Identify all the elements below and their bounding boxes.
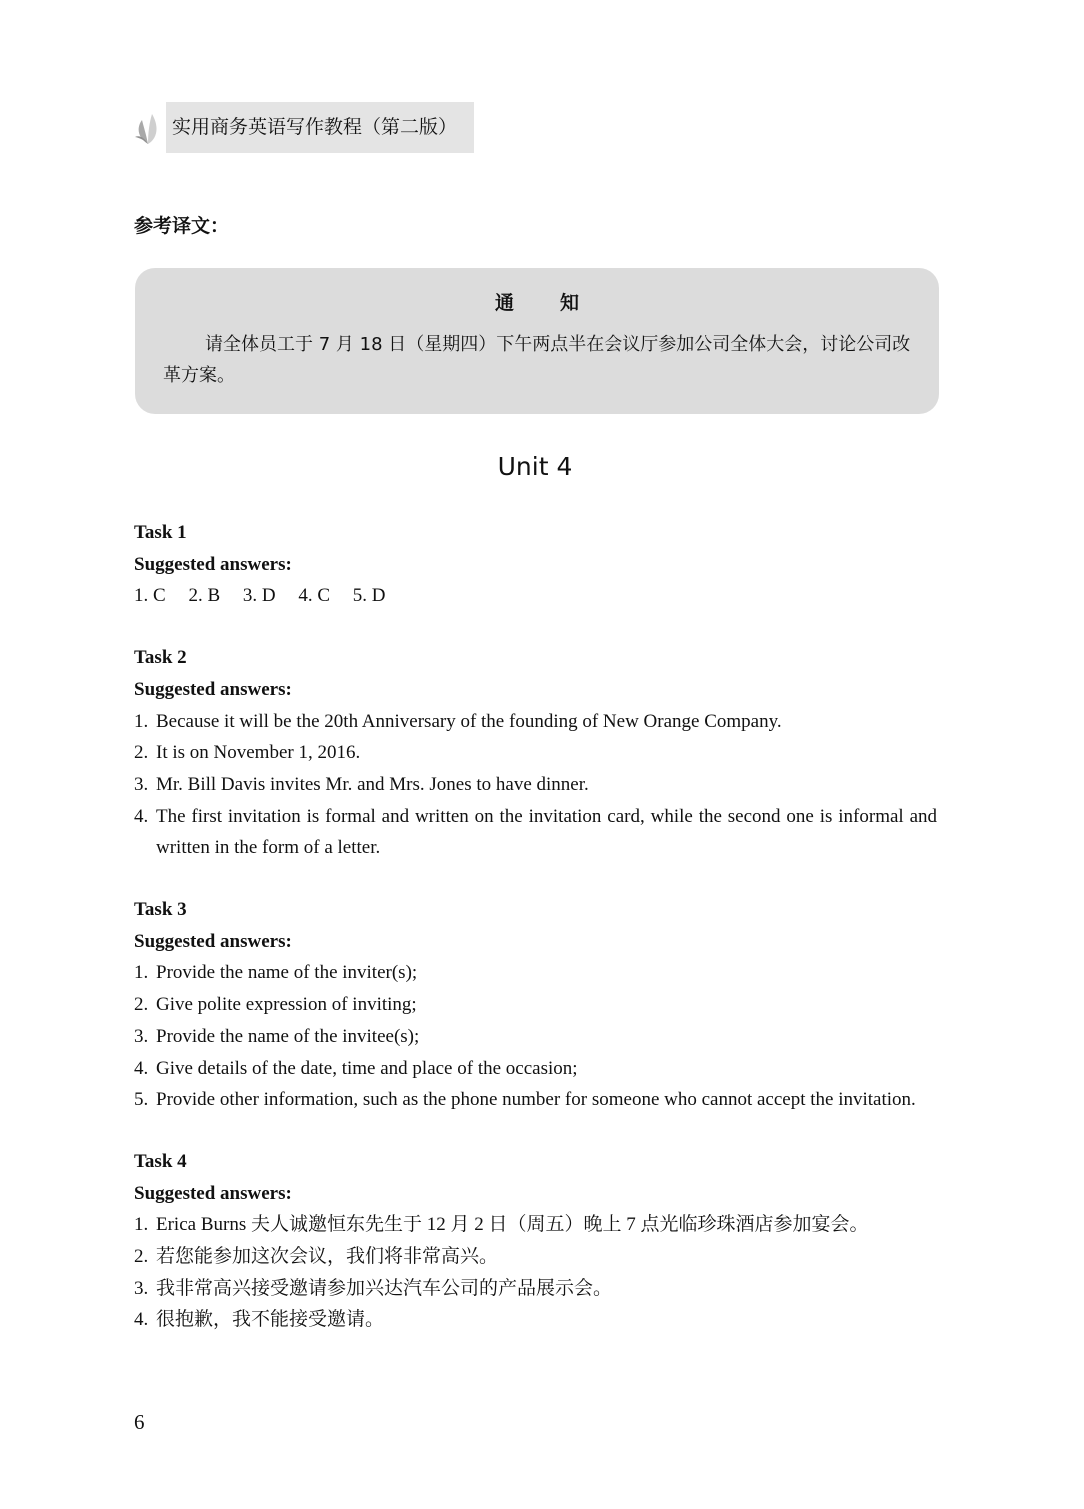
suggested-answers-label: Suggested answers: bbox=[134, 1182, 292, 1204]
item-text: 若您能参加这次会议，我们将非常高兴。 bbox=[156, 1246, 499, 1268]
item-number: 1. bbox=[134, 1214, 149, 1236]
list-item bbox=[134, 957, 937, 989]
item-number: 2. bbox=[134, 1246, 149, 1268]
list-item bbox=[134, 1053, 937, 1085]
suggested-answers-label: Suggested answers: bbox=[134, 930, 292, 952]
list-item bbox=[134, 1273, 937, 1305]
item-number: 3. bbox=[134, 1025, 149, 1047]
notice-box bbox=[135, 268, 939, 414]
item-text: It is on November 1, 2016. bbox=[156, 742, 361, 764]
page-number: 6 bbox=[134, 1410, 145, 1434]
reference-translation-label: 参考译文： bbox=[134, 215, 230, 237]
item-number: 3. bbox=[134, 1277, 149, 1299]
task-title: Task 1 bbox=[134, 522, 187, 543]
item-number: 4. bbox=[134, 1057, 149, 1079]
answer-choice: 1. C bbox=[134, 585, 166, 607]
answer-choice: 2. B bbox=[188, 585, 221, 607]
item-text: Erica Burns 夫人诚邀恒东先生于 12 月 2 日（周五）晚上 7 点光临珍珠酒店参加宴会。 bbox=[156, 1214, 869, 1236]
item-text: Provide the name of the invitee(s); bbox=[156, 1025, 420, 1047]
notice-body: 请全体员工于 7 月 18 日（星期四）下午两点半在会议厅参加公司全体大会，讨论公司改革方案。 bbox=[163, 334, 911, 386]
item-number: 4. bbox=[134, 1309, 149, 1331]
answer-choice: 5. D bbox=[352, 585, 386, 607]
notice-title: 通知 bbox=[494, 292, 625, 314]
unit-title: Unit 4 bbox=[497, 452, 573, 481]
item-number: 3. bbox=[134, 773, 149, 795]
task-1 bbox=[134, 517, 937, 612]
item-number: 2. bbox=[134, 742, 149, 764]
list-item bbox=[134, 1304, 937, 1336]
item-text: Provide the name of the inviter(s); bbox=[156, 962, 418, 984]
item-text: 我非常高兴接受邀请参加兴达汽车公司的产品展示会。 bbox=[156, 1277, 613, 1299]
item-text: The first invitation is formal and written on the invitation card, while the second one is informal and written in the form of a letter. bbox=[156, 805, 937, 859]
item-text: Provide other information, such as the phone number for someone who cannot accept the invitation. bbox=[156, 1089, 916, 1111]
item-number: 1. bbox=[134, 962, 149, 984]
list-item bbox=[134, 769, 937, 801]
list-item bbox=[134, 1209, 937, 1241]
leaf-logo-icon bbox=[132, 108, 162, 148]
task-3 bbox=[134, 894, 937, 1116]
item-number: 2. bbox=[134, 994, 149, 1016]
list-item bbox=[134, 801, 937, 864]
list-item bbox=[134, 1021, 937, 1053]
suggested-answers-label: Suggested answers: bbox=[134, 678, 292, 700]
running-header bbox=[132, 102, 474, 153]
item-text: Give details of the date, time and place of the occasion; bbox=[156, 1057, 578, 1079]
list-item bbox=[134, 737, 937, 769]
item-text: 很抱歉，我不能接受邀请。 bbox=[156, 1309, 385, 1331]
item-text: Give polite expression of inviting; bbox=[156, 994, 417, 1016]
answer-choices bbox=[134, 580, 937, 612]
item-text: Mr. Bill Davis invites Mr. and Mrs. Jones to have dinner. bbox=[156, 773, 589, 795]
item-number: 4. bbox=[134, 805, 149, 827]
answer-choice: 3. D bbox=[242, 585, 276, 607]
item-number: 5. bbox=[134, 1089, 149, 1111]
list-item bbox=[134, 1084, 937, 1116]
task-title: Task 3 bbox=[134, 899, 187, 921]
list-item bbox=[134, 706, 937, 738]
book-title: 实用商务英语写作教程（第二版） bbox=[166, 102, 474, 153]
item-text: Because it will be the 20th Anniversary of the founding of New Orange Company. bbox=[156, 710, 782, 732]
item-number: 1. bbox=[134, 710, 149, 732]
task-2 bbox=[134, 642, 937, 864]
task-4 bbox=[134, 1146, 937, 1336]
task-title: Task 2 bbox=[134, 647, 187, 669]
tasks-content bbox=[134, 517, 937, 1366]
list-item bbox=[134, 989, 937, 1021]
suggested-answers-label: Suggested answers: bbox=[134, 553, 292, 575]
list-item bbox=[134, 1241, 937, 1273]
answer-choice: 4. C bbox=[298, 585, 331, 607]
task-title: Task 4 bbox=[134, 1150, 187, 1172]
